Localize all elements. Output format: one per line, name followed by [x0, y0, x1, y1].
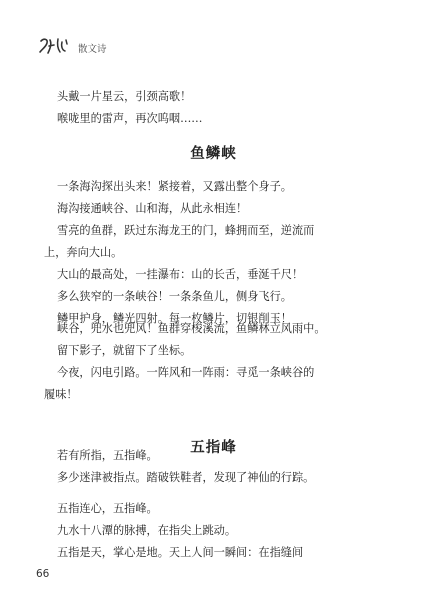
poem-line: 五指是天，掌心是地。天上人间一瞬间：在指缝间 — [57, 546, 304, 559]
poem-line: 履味！ — [44, 388, 78, 401]
poem-line: 大山的最高处，一挂瀑布：山的长舌，垂涎千尺！ — [57, 268, 304, 281]
poem-line: 峡谷，兜水也兜风！鱼群穿梭溪流，鱼鳞林立风雨中。 — [57, 322, 326, 335]
poem-line: 留下影子，就留下了坐标。 — [57, 344, 192, 357]
poem-stanza — [57, 498, 377, 564]
poem-stanza — [44, 176, 377, 330]
intro-stanza — [57, 86, 377, 130]
poem-title: 鱼鳞峡 — [190, 145, 237, 162]
poem-title: 五指峰 — [190, 439, 237, 456]
section-label: 散文诗 — [78, 43, 107, 55]
poem-line: 上，奔向大山。 — [44, 246, 123, 259]
poem-line: 海沟接通峡谷、山和海，从此永相连！ — [57, 202, 248, 215]
poem-line: 雪亮的鱼群，跃过东海龙王的门，蜂拥而至，逆流而 — [57, 224, 315, 237]
poem-line: 多么狭窄的一条峡谷！一条条鱼儿，侧身飞行。 — [57, 290, 292, 303]
poem-stanza — [57, 445, 377, 489]
page-number: 66 — [36, 568, 50, 580]
poem-line: 一条海沟探出头来！紧接着，又露出整个身子。 — [57, 180, 292, 193]
page-header — [38, 36, 107, 56]
poem-line: 今夜，闪电引路。一阵风和一阵雨：寻觅一条峡谷的 — [57, 366, 315, 379]
poem-line: 九水十八潭的脉搏，在指尖上跳动。 — [57, 524, 237, 537]
poem-line: 鳞甲护身，鳞光四射。每一枚鳞片，切银削玉！ — [57, 312, 292, 325]
poem-stanza — [44, 318, 377, 406]
poem-line: 若有所指，五指峰。 — [57, 449, 158, 462]
poem-line: 多少迷津被指点。踏破铁鞋者，发现了神仙的行踪。 — [57, 471, 315, 484]
poem-line: 五指连心，五指峰。 — [57, 502, 158, 515]
poem-line: 喉咙里的雷声，再次呜咽…… — [57, 112, 203, 125]
poem-line: 头戴一片星云，引颈高歌！ — [57, 90, 192, 103]
calligraphy-logo-icon — [38, 36, 74, 56]
